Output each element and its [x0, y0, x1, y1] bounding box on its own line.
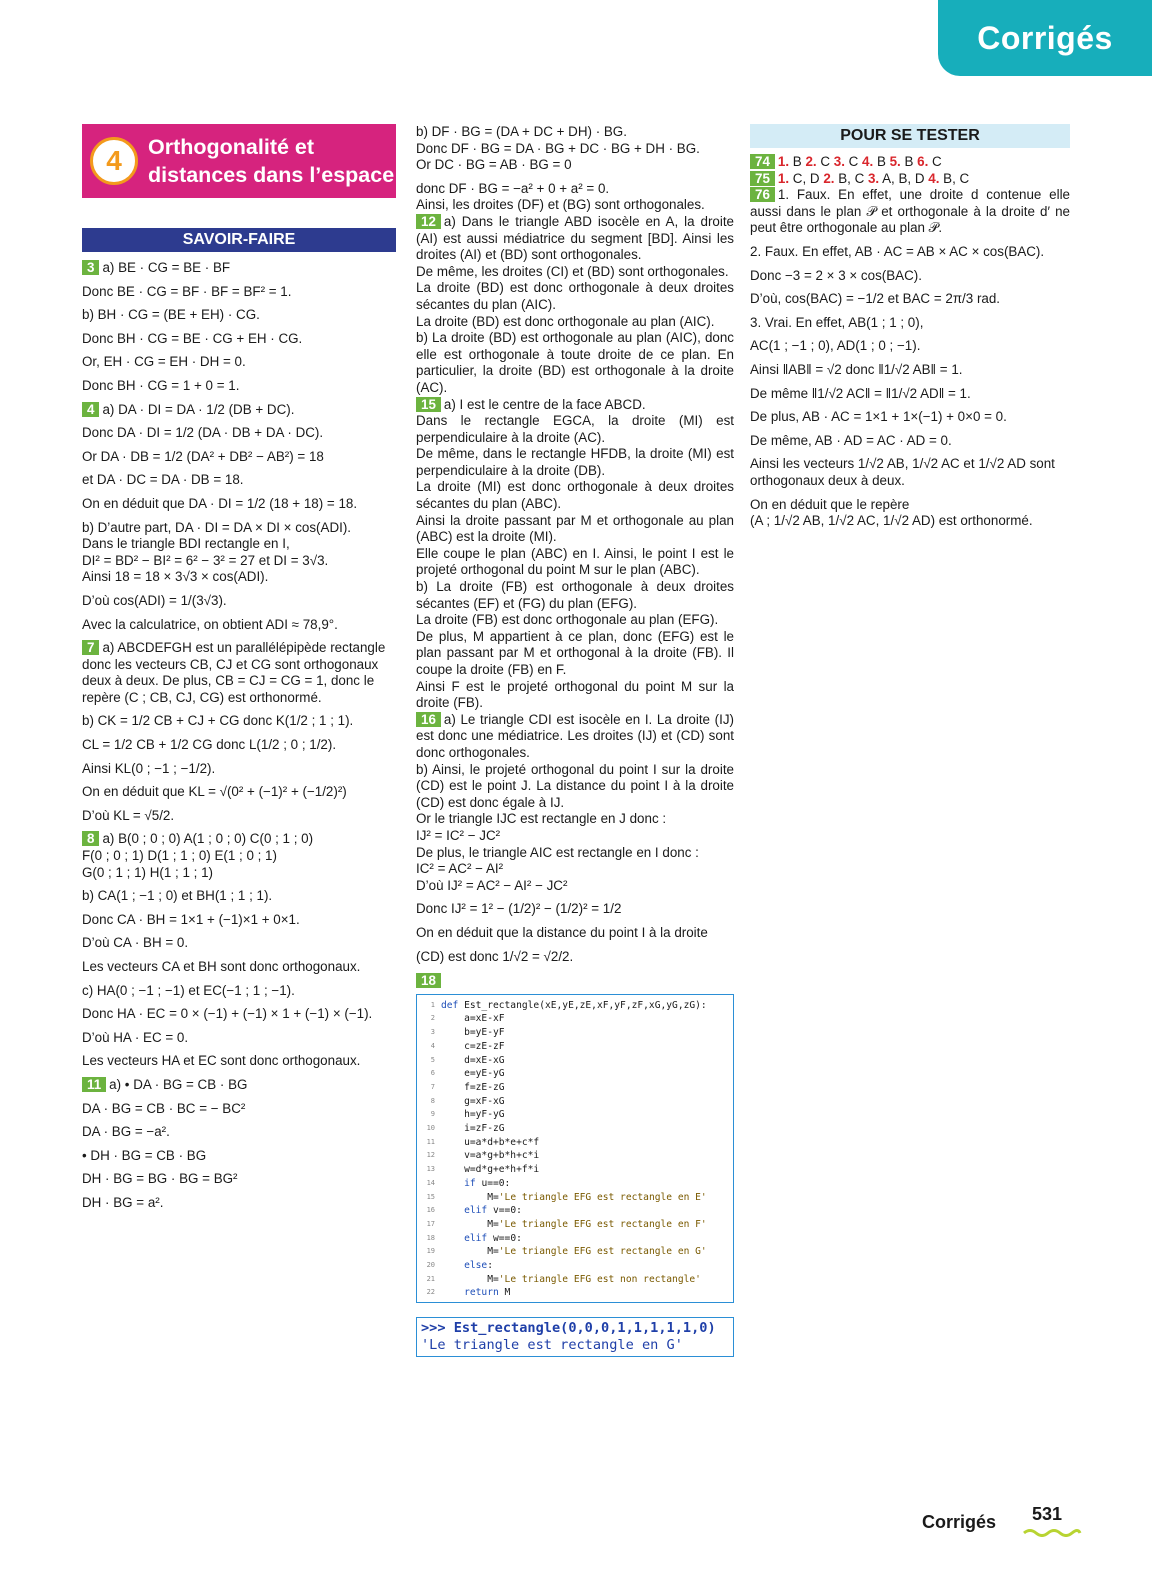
code-line: [417, 1026, 729, 1040]
code-line-number: 20: [426, 1261, 435, 1270]
code-line: [417, 1122, 729, 1136]
code-line-number: 11: [426, 1137, 435, 1146]
shell-output: 'Le triangle est rectangle en G': [421, 1337, 683, 1354]
code-line: [417, 1067, 729, 1081]
shell-input: >>> Est_rectangle(0,0,0,1,1,1,1,1,0): [421, 1320, 716, 1337]
corriges-tab: Corrigés: [938, 0, 1152, 76]
text-line: Ainsi la droite passant par M et orthogonale au plan (ABC) est la droite (MI).: [416, 512, 734, 545]
code-line: [417, 1273, 729, 1287]
text-line: AC(1 ; −1 ; 0), AD(1 ; 0 ; −1).: [750, 338, 921, 354]
exercise-number-badge: 76: [750, 187, 775, 202]
text-line: [416, 973, 734, 990]
code-line-number: 3: [430, 1028, 435, 1037]
text-line: On en déduit que le repère: [750, 496, 910, 512]
text-line: On en déduit que KL = √(0² + (−1)² + (−1/2)²): [82, 784, 347, 800]
exercise-text: 1. B 2. C 3. C 4. B 5. B 6. C: [777, 154, 942, 169]
text-line: b) La droite (FB) est orthogonale à deux droites sécantes (EF) et (FG) du plan (EFG).: [416, 579, 734, 611]
text-line: b) La droite (BD) est orthogonale au plan (AIC), donc elle est orthogonale à toute droite de ce plan. En particulier, la droite (BD) est orthogonale à la droite (AC).: [416, 330, 734, 395]
code-text: c=zE-zF: [441, 1040, 505, 1052]
text-line: Donc HA · EC = 0 × (−1) + (−1) × 1 + (−1) × (−1).: [82, 1006, 373, 1022]
text-line: b) D’autre part, DA · DI = DA × DI × cos(ADI).: [82, 519, 352, 535]
text-line: c) HA(0 ; −1 ; −1) et EC(−1 ; 1 ; −1).: [82, 982, 295, 998]
text-line: deux à deux. De plus, CB = CJ = CG = 1, donc le: [82, 673, 375, 689]
exercise-text: 1. Faux. En effet, une droite d contenue elle aussi dans le plan 𝒫 et orthogonale à la droite d′ ne peut être orthogonale au plan 𝒫.: [750, 187, 1070, 236]
code-text: u=a*d+b*e+c*f: [441, 1136, 540, 1148]
code-line: [417, 1136, 729, 1150]
text-line: IC² = AC² − AI²: [416, 861, 504, 877]
text-line: Avec la calculatrice, on obtient ADI ≈ 78,9°.: [82, 616, 338, 632]
python-shell: [416, 1317, 734, 1357]
code-line: [417, 1149, 729, 1163]
text-line: De même, les droites (CI) et (BD) sont orthogonales.: [416, 263, 729, 279]
code-line-number: 10: [426, 1124, 435, 1133]
exercise-number-badge: 8: [82, 831, 99, 846]
section-band-savoir-faire: SAVOIR-FAIRE: [82, 228, 396, 252]
exercise-text: a) • DA · BG = CB · BG: [109, 1076, 248, 1092]
exercise-text: a) I est le centre de la face ABCD.: [443, 396, 646, 412]
code-text: def Est_rectangle(xE,yE,zE,xF,yF,zF,xG,yG,zG):: [441, 999, 707, 1011]
text-line: D’où, cos(BAC) = −1/2 et BAC = 2π/3 rad.: [750, 291, 1001, 307]
text-line: Or DC · BG = AB · BG = 0: [416, 157, 572, 173]
code-text: v=a*g+b*h+c*i: [441, 1150, 540, 1162]
chapter-number: 4: [90, 137, 138, 185]
text-line: D’où cos(ADI) = 1/(3√3).: [82, 592, 227, 608]
text-line: 3. Vrai. En effet, AB(1 ; 1 ; 0),: [750, 314, 924, 330]
code-text: b=yE-yF: [441, 1027, 505, 1039]
code-text: w=d*g+e*h+f*i: [441, 1164, 540, 1176]
code-line: [417, 1191, 729, 1205]
text-line: De plus, M appartient à ce plan, donc (EFG) est le plan passant par M et orthogonal à la droite (FB). Il coupe la droite (FB) en F.: [416, 628, 734, 677]
code-line-number: 8: [430, 1096, 435, 1105]
chapter-title: Orthogonalité et distances dans l’espace: [148, 135, 395, 187]
code-line: [417, 999, 729, 1013]
code-line: [417, 1218, 729, 1232]
text-line: DH · BG = a².: [82, 1194, 164, 1210]
text-line: orthogonaux deux à deux.: [750, 472, 905, 488]
text-line: Or le triangle IJC est rectangle en J donc :: [416, 811, 667, 827]
exercise-number-badge: 18: [416, 973, 441, 988]
text-line: b) CK = 1/2 CB + CJ + CG donc K(1/2 ; 1 ; 1).: [82, 713, 354, 729]
text-line: On en déduit que la distance du point I à la droite: [416, 924, 708, 940]
text-line: Donc DF · BG = DA · BG + DC · BG + DH · BG.: [416, 140, 700, 156]
exercise-number-badge: 7: [82, 640, 99, 655]
code-line-number: 9: [430, 1110, 435, 1119]
exercise-number-badge: 4: [82, 402, 99, 417]
exercise-text: a) B(0 ; 0 ; 0) A(1 ; 0 ; 0) C(0 ; 1 ; 0): [102, 831, 314, 847]
code-line: [417, 1204, 729, 1218]
code-text: else:: [464, 1260, 493, 1272]
section-band-pour-se-tester: POUR SE TESTER: [750, 124, 1070, 148]
text-line: Ainsi, les droites (DF) et (BG) sont orthogonales.: [416, 197, 705, 213]
code-line: [417, 1286, 729, 1300]
exercise-line: [82, 402, 396, 419]
exercise-line: [82, 640, 396, 657]
exercise-number-badge: 16: [416, 712, 441, 727]
text-line: De plus, AB · AC = 1×1 + 1×(−1) + 0×0 = 0.: [750, 409, 1007, 425]
text-line: Ainsi les vecteurs 1/√2 AB, 1/√2 AC et 1/√2 AD sont: [750, 456, 1055, 472]
text-line: Ainsi ‖AB‖ = √2 donc ‖1/√2 AB‖ = 1.: [750, 361, 963, 377]
text-line: DA · BG = −a².: [82, 1124, 170, 1140]
text-line: b) Ainsi, le projeté orthogonal du point I sur la droite (CD) est le point J. La distance du point I à la droite (CD) est donc égale à IJ.: [416, 761, 734, 810]
text-line: donc les vecteurs CB, CJ et CG sont orthogonaux: [82, 656, 379, 672]
code-text: a=xE-xF: [441, 1013, 505, 1025]
code-text: h=yF-yG: [441, 1109, 505, 1121]
code-text: f=zE-zG: [441, 1081, 505, 1093]
exercise-line: [82, 1077, 396, 1094]
text-line: La droite (BD) est donc orthogonale à deux droites sécantes du plan (AIC).: [416, 280, 734, 312]
exercise-line: [82, 831, 396, 848]
text-line: DA · BG = CB · BC = − BC²: [82, 1100, 246, 1116]
col1-text: [82, 260, 396, 1212]
text-line: D’où KL = √5/2.: [82, 807, 175, 823]
code-line: [417, 1040, 729, 1054]
code-text: i=zF-zG: [441, 1123, 505, 1135]
text-line: La droite (MI) est donc orthogonale à deux droites sécantes du plan (ABC).: [416, 479, 734, 512]
code-line-number: 16: [426, 1206, 435, 1215]
page-number-underline: [1022, 1527, 1082, 1537]
text-line: Ainsi KL(0 ; −1 ; −1/2).: [82, 760, 216, 776]
code-text: M='Le triangle EFG est rectangle en G': [441, 1246, 707, 1258]
text-line: F(0 ; 0 ; 1) D(1 ; 1 ; 0) E(1 ; 0 ; 1): [82, 848, 277, 864]
code-line-number: 21: [426, 1274, 435, 1283]
code-line: [417, 1012, 729, 1026]
text-line: D’où HA · EC = 0.: [82, 1029, 189, 1045]
code-text: if u==0:: [464, 1177, 511, 1189]
text-line: b) CA(1 ; −1 ; 0) et BH(1 ; 1 ; 1).: [82, 888, 273, 904]
text-line: Or DA · DB = 1/2 (DA² + DB² − AB²) = 18: [82, 448, 324, 464]
code-text: M='Le triangle EFG est non rectangle': [441, 1273, 701, 1285]
code-text: M='Le triangle EFG est rectangle en F': [441, 1218, 707, 1230]
exercise-number-badge: 15: [416, 397, 441, 412]
code-line-number: 2: [430, 1014, 435, 1023]
code-line-number: 12: [426, 1151, 435, 1160]
code-line-number: 18: [426, 1233, 435, 1242]
exercise-line: [750, 171, 1070, 188]
text-line: Or, EH · CG = EH · DH = 0.: [82, 354, 246, 370]
text-line: • DH · BG = CB · BG: [82, 1147, 207, 1163]
text-line: Ainsi 18 = 18 × 3√3 × cos(ADI).: [82, 569, 269, 585]
exercise-line: [416, 712, 734, 762]
code-text: M='Le triangle EFG est rectangle en E': [441, 1191, 707, 1203]
text-line: D’où CA · BH = 0.: [82, 935, 189, 951]
text-line: G(0 ; 1 ; 1) H(1 ; 1 ; 1): [82, 864, 213, 880]
exercise-line: [416, 397, 734, 414]
text-line: b) DF · BG = (DA + DC + DH) · BG.: [416, 124, 627, 139]
code-line-number: 13: [426, 1165, 435, 1174]
code-line-number: 17: [426, 1219, 435, 1228]
text-line: 2. Faux. En effet, AB · AC = AB × AC × cos(BAC).: [750, 243, 1045, 259]
text-line: De même ‖1/√2 AC‖ = ‖1/√2 AD‖ = 1.: [750, 385, 971, 401]
code-line-number: 15: [426, 1192, 435, 1201]
exercise-number-badge: 12: [416, 214, 441, 229]
text-line: La droite (BD) est donc orthogonale au plan (AIC).: [416, 313, 715, 329]
col3-text: [750, 154, 1070, 530]
text-line: Donc −3 = 2 × 3 × cos(BAC).: [750, 267, 922, 283]
text-line: (CD) est donc 1/√2 = √2/2.: [416, 948, 574, 964]
col2-text: [416, 124, 734, 990]
code-line: [417, 1054, 729, 1068]
text-line: Donc BH · CG = BE · CG + EH · CG.: [82, 330, 303, 346]
code-line-number: 6: [430, 1069, 435, 1078]
code-line-number: 14: [426, 1178, 435, 1187]
exercise-number-badge: 11: [82, 1077, 106, 1092]
text-line: Dans le rectangle EGCA, la droite (MI) est perpendiculaire à la droite (AC).: [416, 413, 734, 445]
code-line: [417, 1259, 729, 1273]
column-1: [82, 124, 396, 1212]
column-3: [750, 124, 1070, 530]
exercise-text: 1. C, D 2. B, C 3. A, B, D 4. B, C: [777, 170, 970, 186]
code-line-number: 19: [426, 1247, 435, 1256]
code-line-number: 1: [430, 1000, 435, 1009]
page-number: 531: [1032, 1504, 1063, 1524]
code-line: [417, 1081, 729, 1095]
text-line: D’où IJ² = AC² − AI² − JC²: [416, 877, 568, 893]
code-line: [417, 1232, 729, 1246]
text-line: Ainsi F est le projeté orthogonal du point M sur la droite (FB).: [416, 678, 734, 711]
code-line-number: 22: [426, 1288, 435, 1297]
text-line: b) BH · CG = (BE + EH) · CG.: [82, 307, 260, 323]
text-line: donc DF · BG = −a² + 0 + a² = 0.: [416, 180, 610, 196]
code-text: return M: [464, 1287, 511, 1299]
exercise-number-badge: 74: [750, 154, 775, 169]
code-line-number: 4: [430, 1041, 435, 1050]
python-code-listing: [416, 994, 734, 1303]
code-line: [417, 1245, 729, 1259]
text-line: DH · BG = BG · BG = BG²: [82, 1171, 238, 1187]
footer-label: Corrigés: [922, 1512, 997, 1532]
code-line: [417, 1095, 729, 1109]
text-line: DI² = BD² − BI² = 6² − 3² = 27 et DI = 3√3.: [82, 552, 329, 568]
text-line: On en déduit que DA · DI = 1/2 (18 + 18) = 18.: [82, 495, 358, 511]
code-text: elif w==0:: [464, 1232, 522, 1244]
text-line: Les vecteurs CA et BH sont donc orthogonaux.: [82, 959, 361, 974]
code-text: e=yE-yG: [441, 1068, 505, 1080]
exercise-text: a) ABCDEFGH est un parallélépipède rectangle: [102, 640, 386, 656]
text-line: La droite (FB) est donc orthogonale au plan (EFG).: [416, 612, 719, 628]
text-line: Donc BH · CG = 1 + 0 = 1.: [82, 377, 240, 393]
code-line-number: 7: [430, 1082, 435, 1091]
text-line: et DA · DC = DA · DB = 18.: [82, 472, 244, 488]
code-line: [417, 1108, 729, 1122]
exercise-number-badge: 75: [750, 171, 775, 186]
text-line: repère (C ; CB, CJ, CG) est orthonormé.: [82, 689, 322, 705]
text-line: IJ² = IC² − JC²: [416, 827, 501, 843]
exercise-line: [750, 154, 1070, 171]
code-text: d=xE-xG: [441, 1054, 505, 1066]
code-text: elif v==0:: [464, 1205, 522, 1217]
exercise-line: [82, 260, 396, 277]
exercise-text: a) BE · CG = BE · BF: [102, 260, 231, 275]
exercise-line: [416, 214, 734, 264]
text-line: De même, AB · AD = AC · AD = 0.: [750, 432, 952, 448]
text-line: CL = 1/2 CB + 1/2 CG donc L(1/2 ; 0 ; 1/2).: [82, 737, 337, 753]
exercise-text: a) DA · DI = DA · 1/2 (DB + DC).: [102, 401, 295, 417]
chapter-header: [82, 124, 396, 198]
text-line: Elle coupe le plan (ABC) en I. Ainsi, le point I est le projeté orthogonal du point M sur le plan (ABC).: [416, 545, 734, 578]
text-line: Les vecteurs HA et EC sont donc orthogonaux.: [82, 1053, 361, 1069]
text-line: Donc IJ² = 1² − (1/2)² − (1/2)² = 1/2: [416, 901, 622, 917]
text-line: Donc BE · CG = BF · BF = BF² = 1.: [82, 283, 292, 299]
exercise-text: a) Le triangle CDI est isocèle en I. La droite (IJ) est donc une médiatrice. Les droites (IJ) et (CD) sont donc orthogonales.: [416, 711, 734, 760]
text-line: De plus, le triangle AIC est rectangle en I donc :: [416, 844, 699, 860]
column-2: [416, 124, 734, 1357]
text-line: Dans le triangle BDI rectangle en I,: [82, 536, 290, 552]
text-line: Donc DA · DI = 1/2 (DA · DB + DA · DC).: [82, 425, 324, 441]
code-line: [417, 1163, 729, 1177]
code-line: [417, 1177, 729, 1191]
code-text: g=xF-xG: [441, 1095, 505, 1107]
exercise-line: [750, 187, 1070, 237]
code-line-number: 5: [430, 1055, 435, 1064]
exercise-number-badge: 3: [82, 260, 99, 275]
text-line: Donc CA · BH = 1×1 + (−1)×1 + 0×1.: [82, 911, 300, 927]
text-line: (A ; 1/√2 AB, 1/√2 AC, 1/√2 AD) est orthonormé.: [750, 513, 1033, 529]
text-line: De même, dans le rectangle HFDB, la droite (MI) est perpendiculaire à la droite (DB).: [416, 446, 734, 478]
exercise-text: a) Dans le triangle ABD isocèle en A, la droite (AI) est aussi médiatrice du segment [BD]. Ainsi les droites (AI) et (BD) sont orthogonales.: [416, 213, 734, 263]
